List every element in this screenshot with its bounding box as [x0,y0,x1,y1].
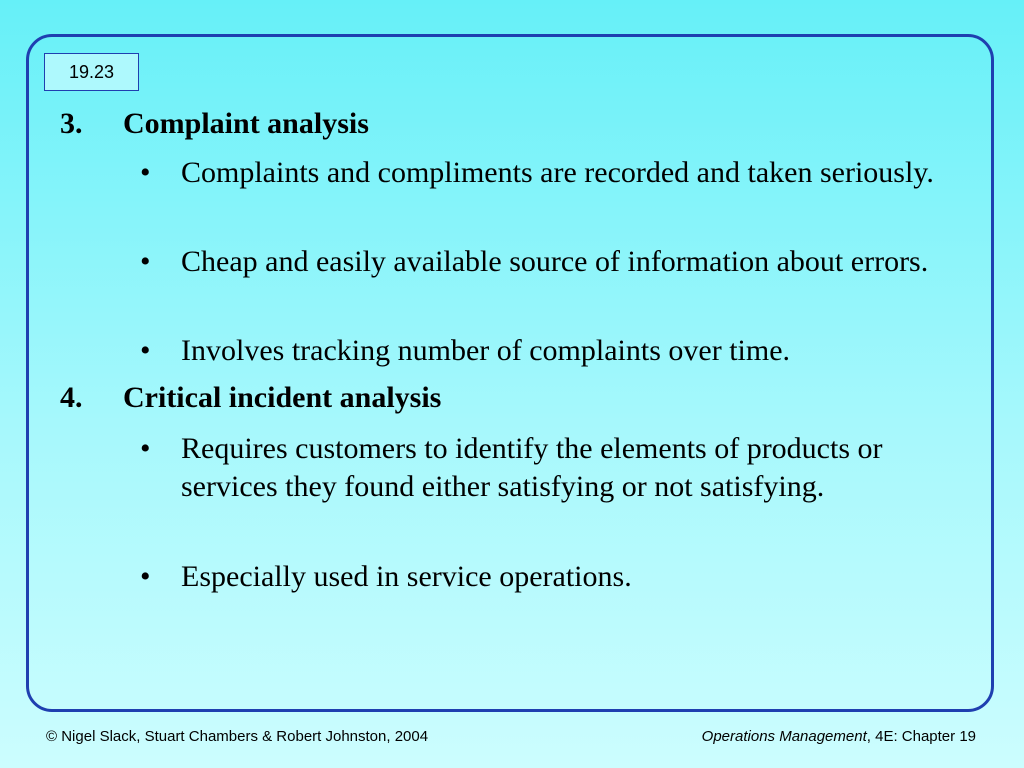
bullet-item [140,430,970,506]
section-title: Complaint analysis [123,107,369,140]
section-heading-4 [60,380,441,416]
bullet-item [140,154,970,192]
bullet-text: Cheap and easily available source of information about errors. [181,245,929,278]
book-edition: , 4E: Chapter 19 [866,728,976,745]
bullet-marker: • [140,156,151,189]
section-heading-3 [60,106,369,142]
bullet-marker: • [140,245,151,278]
footer-book-reference [702,727,976,747]
section-title: Critical incident analysis [123,381,442,414]
bullet-text: Involves tracking number of complaints over time. [181,334,791,367]
slide-number: 19.23 [44,53,139,91]
bullet-item [140,558,970,596]
book-title: Operations Management [701,728,867,745]
bullet-marker: • [140,560,151,593]
bullet-marker: • [140,334,151,367]
footer-copyright: © Nigel Slack, Stuart Chambers & Robert Johnston, 2004 [46,728,429,745]
bullet-text: Especially used in service operations. [181,560,632,593]
section-number: 3. [60,107,83,140]
bullet-item [140,332,970,370]
bullet-text: Requires customers to identify the elements of products or services they found either satisfying or not satisfying. [181,432,883,503]
bullet-text: Complaints and compliments are recorded and taken seriously. [181,156,934,189]
bullet-item [140,243,970,281]
bullet-marker: • [140,432,151,465]
section-number: 4. [60,381,83,414]
